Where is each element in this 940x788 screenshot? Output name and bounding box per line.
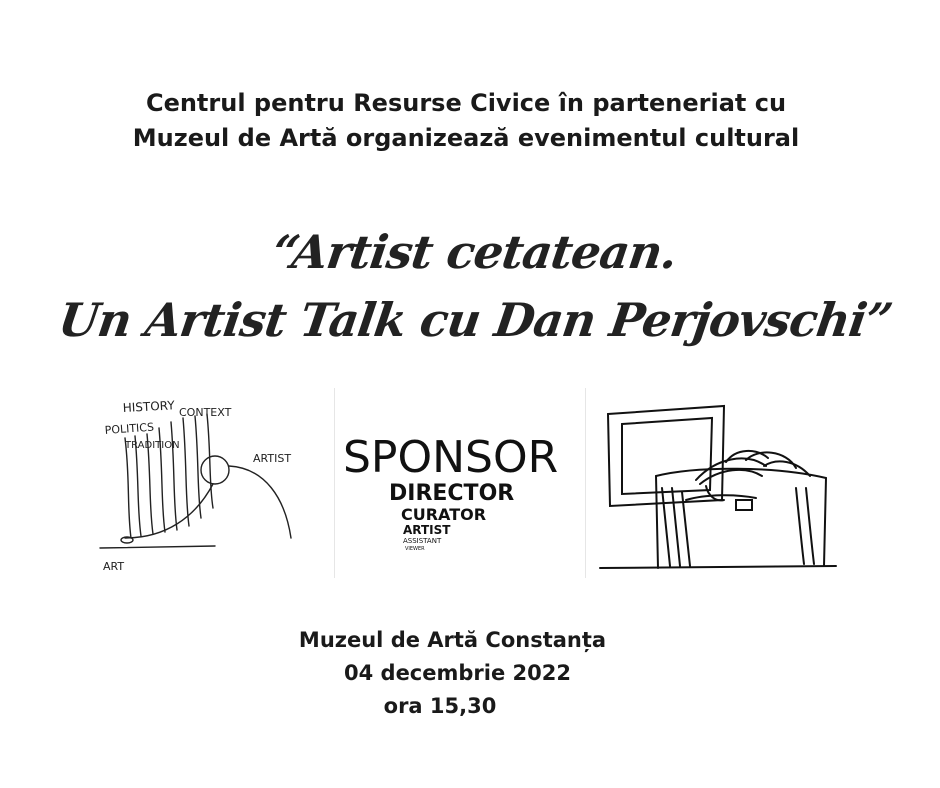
intro-line-2: Muzeul de Artă organizează evenimentul cultural [132,124,800,152]
word-art: ART [103,560,125,573]
intro-line-1: Centrul pentru Resurse Civice în parteneriat cu [145,89,787,117]
event-title-line-1: “Artist cetatean. [269,225,681,279]
word-politics: POLITICS [104,420,155,437]
word-director: DIRECTOR [389,481,515,506]
drawings-row [0,388,940,583]
event-title-line-2: Un Artist Talk cu Dan Perjovschi” [55,293,896,347]
drawing-artist-burden [95,388,315,578]
word-curator: CURATOR [401,505,487,524]
word-context: CONTEXT [179,406,232,419]
event-details [0,624,940,723]
drawing-art-hierarchy [334,388,586,578]
word-history: HISTORY [122,398,175,415]
word-artist: ARTIST [253,452,292,465]
word-viewer: VIEWER [405,546,425,552]
event-time: ora 15,30 [383,694,497,718]
drawing-framed-art [596,388,841,578]
word-artist-small: ARTIST [403,523,451,537]
word-sponsor: SPONSOR [343,432,559,483]
word-assistant: ASSISTANT [403,537,442,545]
event-title [0,218,940,354]
event-date: 04 decembrie 2022 [344,661,571,685]
word-tradition: TRADITION [125,440,180,451]
venue-name: Muzeul de Artă Constanța [298,628,607,652]
intro-text [0,86,940,156]
